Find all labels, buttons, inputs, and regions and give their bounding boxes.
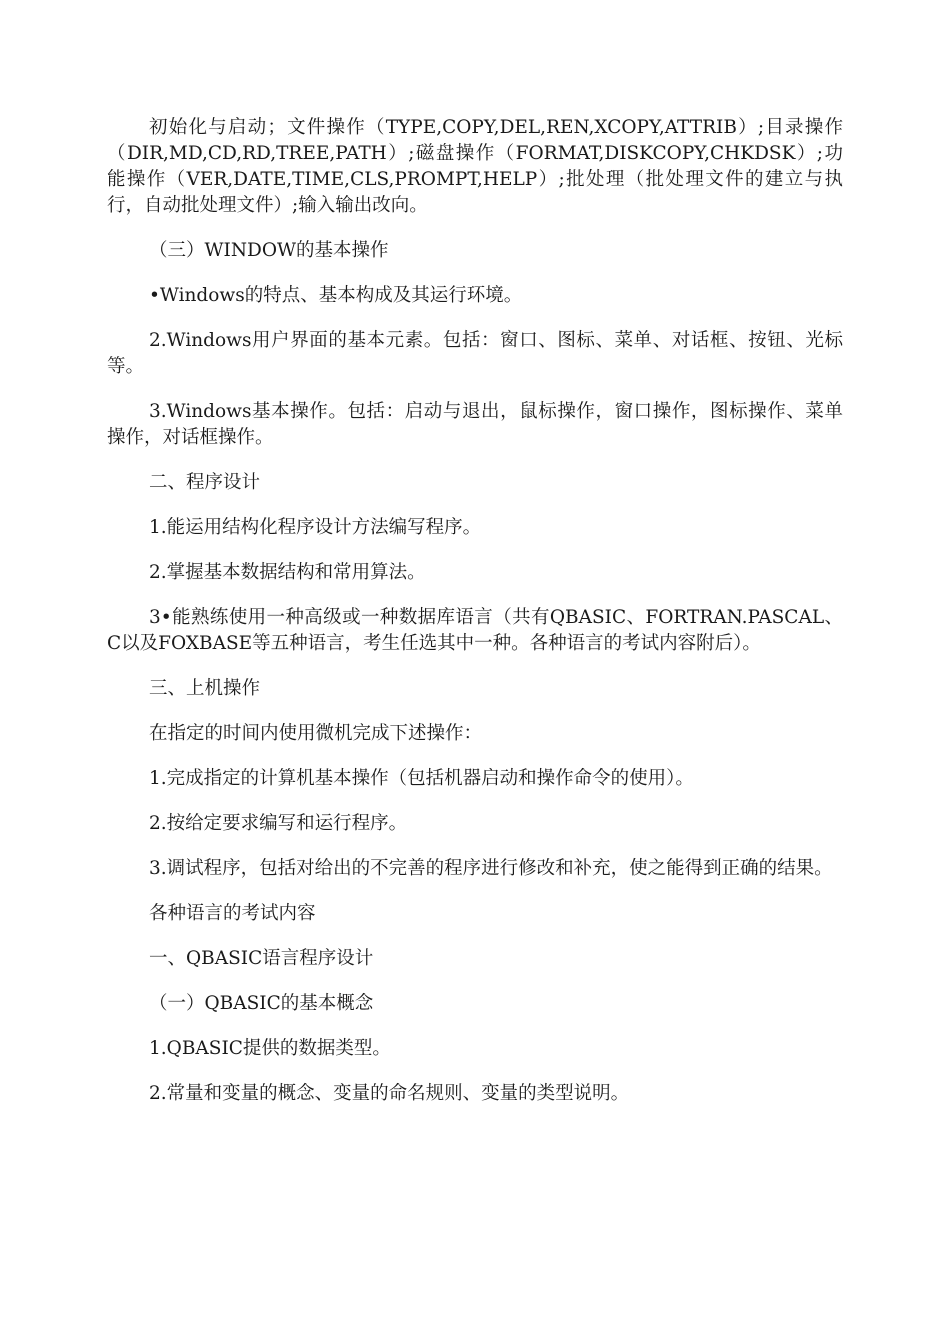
paragraph-hands-on-1: 1.完成指定的计算机基本操作（包括机器启动和操作命令的使用）。: [149, 768, 694, 789]
heading-programming: 二、程序设计: [149, 472, 261, 493]
paragraph-windows-ui-elements: 2.Windows用户界面的基本元素。包括：窗口、图标、菜单、对话框、按钮、光标等。: [107, 330, 843, 377]
paragraph-dos-operations: 初始化与启动；文件操作（TYPE,COPY,DEL,REN,XCOPY,ATTRIB）;目录操作（DIR,MD,CD,RD,TREE,PATH）;磁盘操作（FORMAT,DISKCOPY,CHKDSK）;功能操作（VER,DATE,TIME,CLS,PROMPT,HELP）;批处理（批处理文件的建立与执行，自动批处理文件）;输入输出改向。: [107, 117, 843, 216]
paragraph-hands-on-intro: 在指定的时间内使用微机完成下述操作：: [149, 723, 483, 744]
heading-qbasic-concepts: （一）QBASIC的基本概念: [149, 993, 374, 1014]
heading-language-contents: 各种语言的考试内容: [149, 903, 316, 924]
heading-window-basic-ops: （三）WINDOW的基本操作: [149, 240, 389, 261]
paragraph-windows-basic-ops: 3.Windows基本操作。包括：启动与退出，鼠标操作，窗口操作，图标操作、菜单操作，对话框操作。: [107, 401, 843, 448]
paragraph-qbasic-data-types: 1.QBASIC提供的数据类型。: [149, 1038, 391, 1059]
paragraph-languages: 3•能熟练使用一种高级或一种数据库语言（共有QBASIC、FORTRAN.PASCAL、C以及FOXBASE等五种语言，考生任选其中一种。各种语言的考试内容附后）。: [107, 607, 843, 654]
paragraph-structured-programming: 1.能运用结构化程序设计方法编写程序。: [149, 517, 482, 538]
heading-hands-on: 三、上机操作: [149, 678, 261, 699]
document-body: [107, 115, 843, 1126]
paragraph-qbasic-variables: 2.常量和变量的概念、变量的命名规则、变量的类型说明。: [149, 1083, 630, 1104]
paragraph-hands-on-2: 2.按给定要求编写和运行程序。: [149, 813, 408, 834]
heading-qbasic: 一、QBASIC语言程序设计: [149, 948, 374, 969]
paragraph-hands-on-3: 3.调试程序，包括对给出的不完善的程序进行修改和补充，使之能得到正确的结果。: [149, 858, 833, 879]
paragraph-data-structures: 2.掌握基本数据结构和常用算法。: [149, 562, 426, 583]
paragraph-windows-features: •Windows的特点、基本构成及其运行环境。: [149, 285, 523, 306]
